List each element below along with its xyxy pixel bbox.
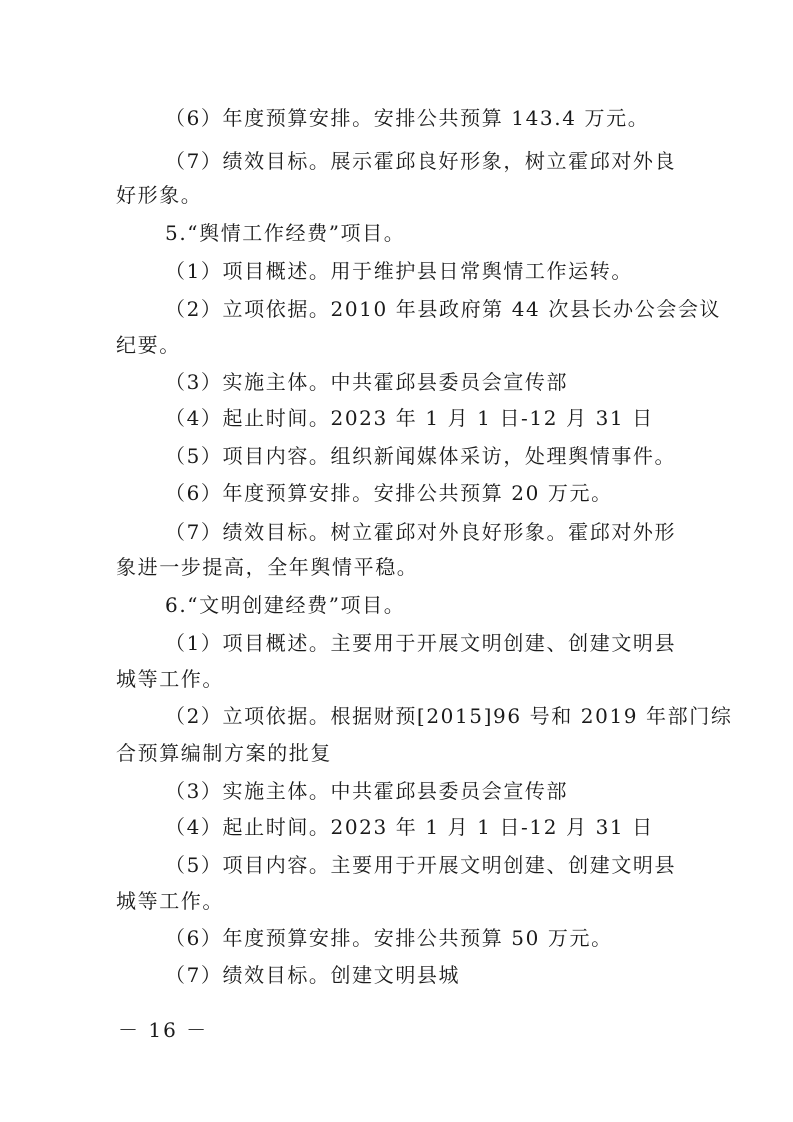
paragraph-line: （6）年度预算安排。安排公共预算 20 万元。 <box>165 481 613 505</box>
paragraph-line: （2）立项依据。根据财预[2015]96 号和 2019 年部门综 <box>165 704 733 728</box>
section-heading: 6.“文明创建经费”项目。 <box>165 593 406 617</box>
paragraph-line: （7）绩效目标。展示霍邱良好形象，树立霍邱对外良 <box>165 149 677 173</box>
paragraph-line: （6）年度预算安排。安排公共预算 50 万元。 <box>165 926 613 950</box>
paragraph-line: （3）实施主体。中共霍邱县委员会宣传部 <box>165 779 569 803</box>
paragraph-line: （7）绩效目标。创建文明县城 <box>165 963 461 987</box>
paragraph-line: （1）项目概述。主要用于开展文明创建、创建文明县 <box>165 631 677 655</box>
section-heading: 5.“舆情工作经费”项目。 <box>165 221 406 245</box>
paragraph-line: 纪要。 <box>116 333 181 357</box>
paragraph-line: （7）绩效目标。树立霍邱对外良好形象。霍邱对外形 <box>165 520 677 544</box>
paragraph-line: （3）实施主体。中共霍邱县委员会宣传部 <box>165 370 569 394</box>
paragraph-line: 象进一步提高，全年舆情平稳。 <box>116 555 419 579</box>
paragraph-line: （1）项目概述。用于维护县日常舆情工作运转。 <box>165 259 633 283</box>
paragraph-line: 城等工作。 <box>116 889 224 913</box>
paragraph-line: 合预算编制方案的批复 <box>116 741 332 765</box>
paragraph-line: 好形象。 <box>116 183 203 207</box>
paragraph-line: （5）项目内容。组织新闻媒体采访，处理舆情事件。 <box>165 444 677 468</box>
paragraph-line: 城等工作。 <box>116 667 224 691</box>
paragraph-line: （2）立项依据。2010 年县政府第 44 次县长办公会会议 <box>165 297 722 321</box>
paragraph-line: （4）起止时间。2023 年 1 月 1 日-12 月 31 日 <box>165 406 654 430</box>
paragraph-line: （4）起止时间。2023 年 1 月 1 日-12 月 31 日 <box>165 815 654 839</box>
paragraph-line: （5）项目内容。主要用于开展文明创建、创建文明县 <box>165 853 677 877</box>
page-number: － 16 － <box>118 1018 209 1042</box>
paragraph-line: （6）年度预算安排。安排公共预算 143.4 万元。 <box>165 106 650 130</box>
